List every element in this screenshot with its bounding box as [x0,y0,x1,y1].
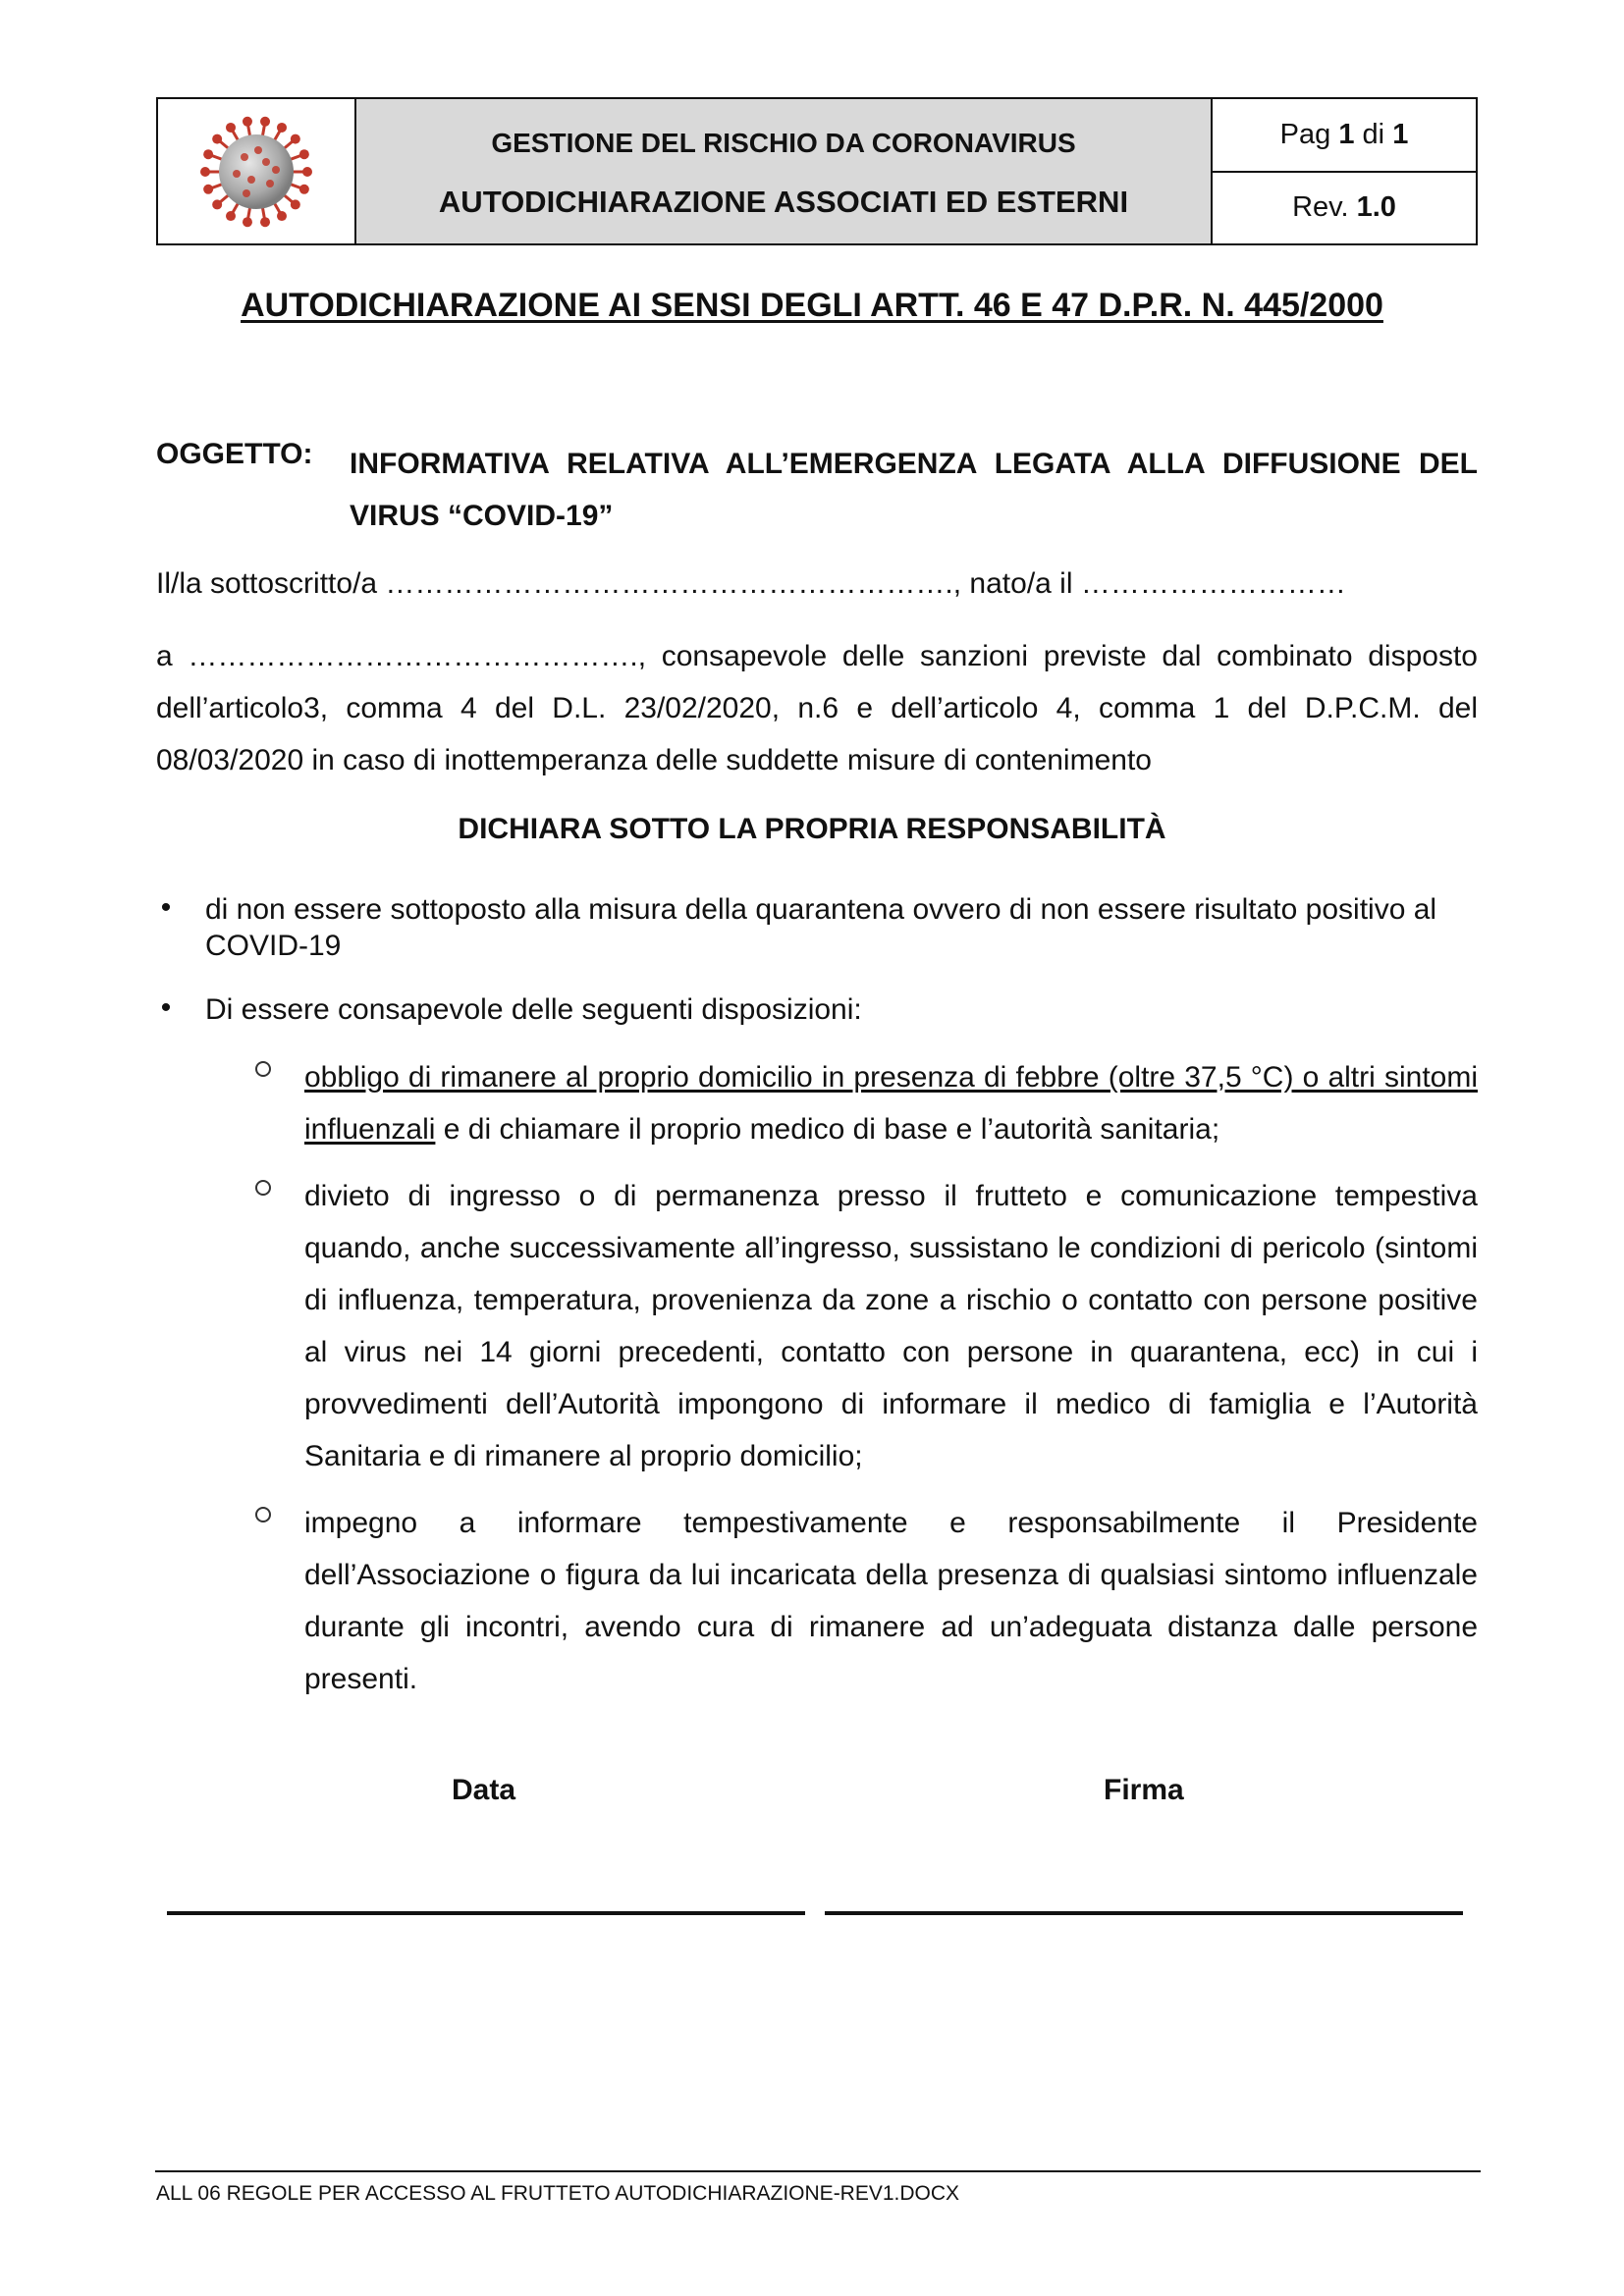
date-label: Data [452,1774,516,1806]
sub-item-line: divieto di ingresso o di permanenza presso il frutteto e comunicazione tempestiva [304,1180,1478,1212]
footer-divider [155,2170,1481,2172]
header-meta-cell [1213,99,1476,243]
sub-item-text [304,1051,1478,1155]
sub-item-line: di influenza, temperatura, provenienza da zone a rischio o contatto con persone positive [304,1284,1478,1316]
header-line-2: AUTODICHIARAZIONE ASSOCIATI ED ESTERNI [438,184,1129,219]
signature-label: Firma [1104,1774,1184,1806]
sub-item-line: provvedimenti dell’Autorità impongono di informare il medico di famiglia e l’Autorità [304,1388,1478,1420]
sub-item-underlined-a: obbligo di rimanere al proprio domicilio in presenza di febbre (oltre 37,5 °C) o altri sintomi [304,1061,1478,1094]
sub-item-underlined-b: influenzali [304,1113,436,1146]
awareness-line-2: dell’articolo3, comma 4 del D.L. 23/02/2020, n.6 e dell’articolo 4, comma 1 del D.P.C.M. del [156,692,1478,724]
revision-indicator [1213,173,1476,244]
sub-item-text [304,1497,1478,1705]
page-prefix: Pag [1279,118,1331,150]
header-line-1: GESTIONE DEL RISCHIO DA CORONAVIRUS [491,127,1076,158]
sub-item-line: impegno a informare tempestivamente e responsabilmente il Presidente [304,1507,1478,1539]
document-header [156,97,1478,245]
rev-prefix: Rev. [1292,191,1349,224]
rev-value: 1.0 [1356,191,1396,224]
page-total: 1 [1392,118,1409,150]
sub-item-line: durante gli incontri, avendo cura di rimanere ad un’adeguata distanza dalle persone [304,1611,1478,1643]
awareness-line-1: a ………………………………………., consapevole delle sanzioni previste dal combinato disposto [156,640,1478,672]
sub-item-line: presenti. [304,1663,418,1695]
document-title-text: AUTODICHIARAZIONE AI SENSI DEGLI ARTT. 46 E 47 D.P.R. N. 445/2000 [241,287,1383,324]
footer-filename: ALL 06 REGOLE PER ACCESSO AL FRUTTETO AUTODICHIARAZIONE-REV1.DOCX [156,2182,960,2205]
object-line-1: INFORMATIVA RELATIVA ALL’EMERGENZA LEGATA ALLA DIFFUSIONE DEL [350,448,1478,480]
document-title [0,287,1624,325]
signature-line [825,1911,1463,1915]
list-item-text: di non essere sottoposto alla misura della quarantena ovvero di non essere risultato positivo al COVID-19 [205,893,1437,962]
list-item-text: Di essere consapevole delle seguenti disposizioni: [205,993,862,1026]
sub-item-text [304,1170,1478,1482]
object-line-2: VIRUS “COVID-19” [350,500,614,532]
logo-cell [158,99,356,243]
awareness-line-3: 08/03/2020 in caso di inottemperanza delle suddette misure di contenimento [156,744,1152,776]
date-line [167,1911,805,1915]
page-sep: di [1362,118,1385,150]
sub-item-line: quando, anche successivamente all’ingresso, sussistano le condizioni di pericolo (sintomi [304,1232,1478,1264]
page-current: 1 [1338,118,1355,150]
circle-bullet-icon [255,1507,271,1522]
sub-item-line: al virus nei 14 giorni precedenti, contatto con persone in quarantena, ecc) in cui i [304,1336,1478,1368]
declarant-line: Il/la sottoscritto/a …………………………………………………., nato/a il ……………………… [156,567,1346,600]
bullet-icon: • [160,991,172,1024]
header-title-cell [356,99,1213,243]
circle-bullet-icon [255,1180,271,1196]
coronavirus-icon [197,113,315,231]
object-text [350,438,1478,542]
sub-item-line: dell’Associazione o figura da lui incaricata della presenza di qualsiasi sintomo influenzale [304,1559,1478,1591]
sub-item-rest: e di chiamare il proprio medico di base e l’autorità sanitaria; [435,1113,1220,1146]
declaration-heading: DICHIARA SOTTO LA PROPRIA RESPONSABILITÀ [458,813,1166,845]
page-indicator [1213,99,1476,173]
awareness-paragraph [156,630,1478,786]
circle-bullet-icon [255,1061,271,1077]
bullet-icon: • [160,891,172,924]
object-label: OGGETTO: [156,438,313,470]
sub-item-line: Sanitaria e di rimanere al proprio domicilio; [304,1440,863,1472]
